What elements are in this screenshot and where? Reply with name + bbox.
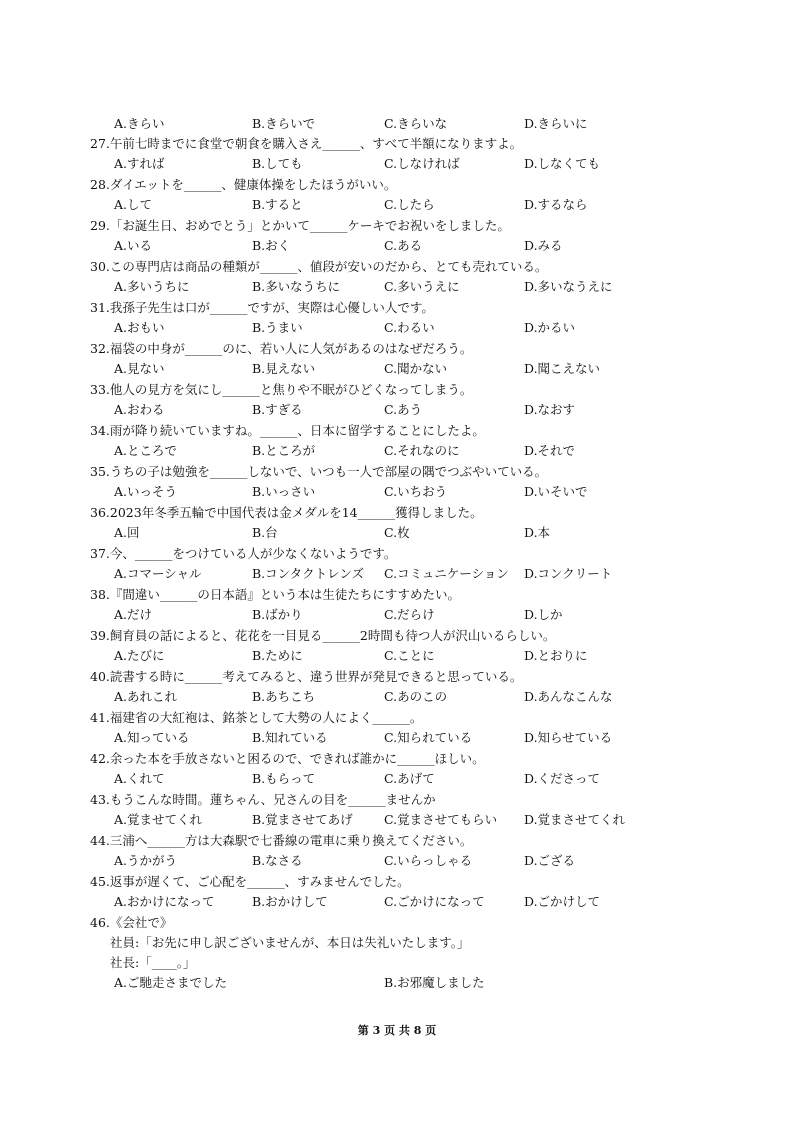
option-d: D.覚まさせてくれ [524,812,626,827]
question-27: 27.午前七時までに食堂で朝食を購入さえ______、すべて半額になりますよ。 [90,136,523,151]
option-c: C.あのこの [384,689,448,704]
option-c: C.だらけ [384,607,435,622]
option-b: B.知れている [252,730,328,745]
option-d: D.くださって [524,771,601,786]
option-d: D.とおりに [524,648,588,663]
question-33: 33.他人の見方を気にし______と焦りや不眠がひどくなってしまう。 [90,382,473,397]
option-d: D.きらいに [524,116,588,131]
option-b: B.しても [252,156,303,171]
question-46: 46.《会社で》 [90,915,173,930]
option-b: B.多いなうちに [252,279,341,294]
question-28: 28.ダイエットを______、健康体操をしたほうがいい。 [90,177,397,192]
option-d: D.それで [524,443,576,458]
option-b: B.すると [252,197,303,212]
option-b: B.お邪魔しました [384,975,485,990]
question-39: 39.飼育員の話によると、花花を一目見る______2時間も待つ人が沢山いるらしい。 [90,628,556,643]
page-number-footer: 第 3 页 共 8 页 [357,1024,437,1037]
option-c: C.コミュニケーション [384,566,509,581]
question-41: 41.福建省の大紅袍は、銘茶として大勢の人によく______。 [90,710,423,725]
option-c: C.それなのに [384,443,460,458]
option-d: D.聞こえない [524,361,601,376]
option-d: D.あんなこんな [524,689,613,704]
question-44: 44.三浦へ______方は大森駅で七番線の電車に乗り換えてください。 [90,833,473,848]
question-36: 36.2023年冬季五輪で中国代表は金メダルを14______獲得しました。 [90,505,483,520]
option-b: B.ばかり [252,607,303,622]
question-37: 37.今、______をつけている人が少なくないようです。 [90,546,397,561]
option-b: B.コンタクトレンズ [252,566,364,581]
option-a: A.すれば [114,156,165,171]
dialogue-line-employee: 社員:「お先に申し訳ございませんが、本日は失礼いたします。」 [110,935,470,950]
option-d: D.ござる [524,853,576,868]
option-a: A.いる [114,238,153,253]
option-b: B.なさる [252,853,303,868]
option-d: D.しなくても [524,156,601,171]
question-31: 31.我孫子先生は口が______ですが、実際は心優しい人です。 [90,300,434,315]
option-a: A.いっそう [114,484,178,499]
option-c: C.しなければ [384,156,460,171]
question-35: 35.うちの子は勉強を______しないで、いつも一人で部屋の隅でつぶやいている。 [90,464,548,479]
option-c: C.いちおう [384,484,448,499]
question-40: 40.読書する時に______考えてみると、違う世界が発見できると思っている。 [90,669,523,684]
option-c: C.枚 [384,525,410,540]
option-d: D.かるい [524,320,576,335]
question-34: 34.雨が降り続いていますね。______、日本に留学することにしたよ。 [90,423,485,438]
option-a: A.して [114,197,153,212]
option-d: D.なおす [524,402,576,417]
question-42: 42.余った本を手放さないと困るので、できれば誰かに______ほしい。 [90,751,485,766]
option-c: C.知られている [384,730,473,745]
option-c: C.あげて [384,771,435,786]
option-d: D.しか [524,607,563,622]
option-c: C.覚まさせてもらい [384,812,498,827]
option-c: C.いらっしゃる [384,853,473,868]
option-a: A.あれこれ [114,689,178,704]
option-b: B.もらって [252,771,316,786]
option-a: A.きらい [114,116,165,131]
option-b: B.ために [252,648,303,663]
option-a: A.ご馳走さまでした [114,975,228,990]
option-a: A.おわる [114,402,165,417]
option-b: B.うまい [252,320,303,335]
option-c: C.したら [384,197,435,212]
option-b: B.覚まさせてあげ [252,812,353,827]
option-d: D.コンクリート [524,566,613,581]
option-c: C.ことに [384,648,435,663]
option-b: B.台 [252,525,278,540]
option-c: C.ある [384,238,423,253]
option-a: A.うかがう [114,853,178,868]
option-a: A.知っている [114,730,190,745]
option-d: D.本 [524,525,551,540]
option-b: B.ところが [252,443,316,458]
option-a: A.だけ [114,607,153,622]
option-a: A.覚ませてくれ [114,812,203,827]
option-c: C.聞かない [384,361,448,376]
option-a: A.見ない [114,361,165,376]
option-d: D.みる [524,238,563,253]
option-c: C.わるい [384,320,435,335]
option-a: A.おかけになって [114,894,215,909]
option-c: C.多いうえに [384,279,460,294]
option-b: B.いっさい [252,484,316,499]
option-a: A.おもい [114,320,165,335]
option-c: C.あう [384,402,423,417]
option-a: A.くれて [114,771,165,786]
dialogue-line-president: 社長:「____。」 [110,955,196,970]
option-d: D.するなら [524,197,588,212]
option-d: D.いそいで [524,484,588,499]
option-b: B.あちこち [252,689,316,704]
option-a: A.コマーシャル [114,566,202,581]
option-d: D.ごかけして [524,894,601,909]
option-b: B.おく [252,238,291,253]
option-d: D.知らせている [524,730,613,745]
question-45: 45.返事が遅くて、ご心配を______、すみませんでした。 [90,874,410,889]
option-a: A.ところで [114,443,177,458]
question-30: 30.この専門店は商品の種類が______、値段が安いのだから、とても売れている。 [90,259,548,274]
option-a: A.たびに [114,648,165,663]
option-b: B.おかけして [252,894,328,909]
question-38: 38.『間違い______の日本語』という本は生徒たちにすすめたい。 [90,587,461,602]
option-c: C.ごかけになって [384,894,485,909]
option-a: A.回 [114,525,140,540]
option-d: D.多いなうえに [524,279,613,294]
question-29: 29.「お誕生日、おめでとう」とかいて______ケーキでお祝いをしました。 [90,218,510,233]
option-c: C.きらいな [384,116,448,131]
option-b: B.きらいで [252,116,316,131]
option-a: A.多いうちに [114,279,190,294]
question-32: 32.福袋の中身が______のに、若い人に人気があるのはなぜだろう。 [90,341,473,356]
option-b: B.すぎる [252,402,303,417]
question-43: 43.もうこんな時間。蓮ちゃん、兄さんの目を______ませんか [90,792,436,807]
option-b: B.見えない [252,361,316,376]
